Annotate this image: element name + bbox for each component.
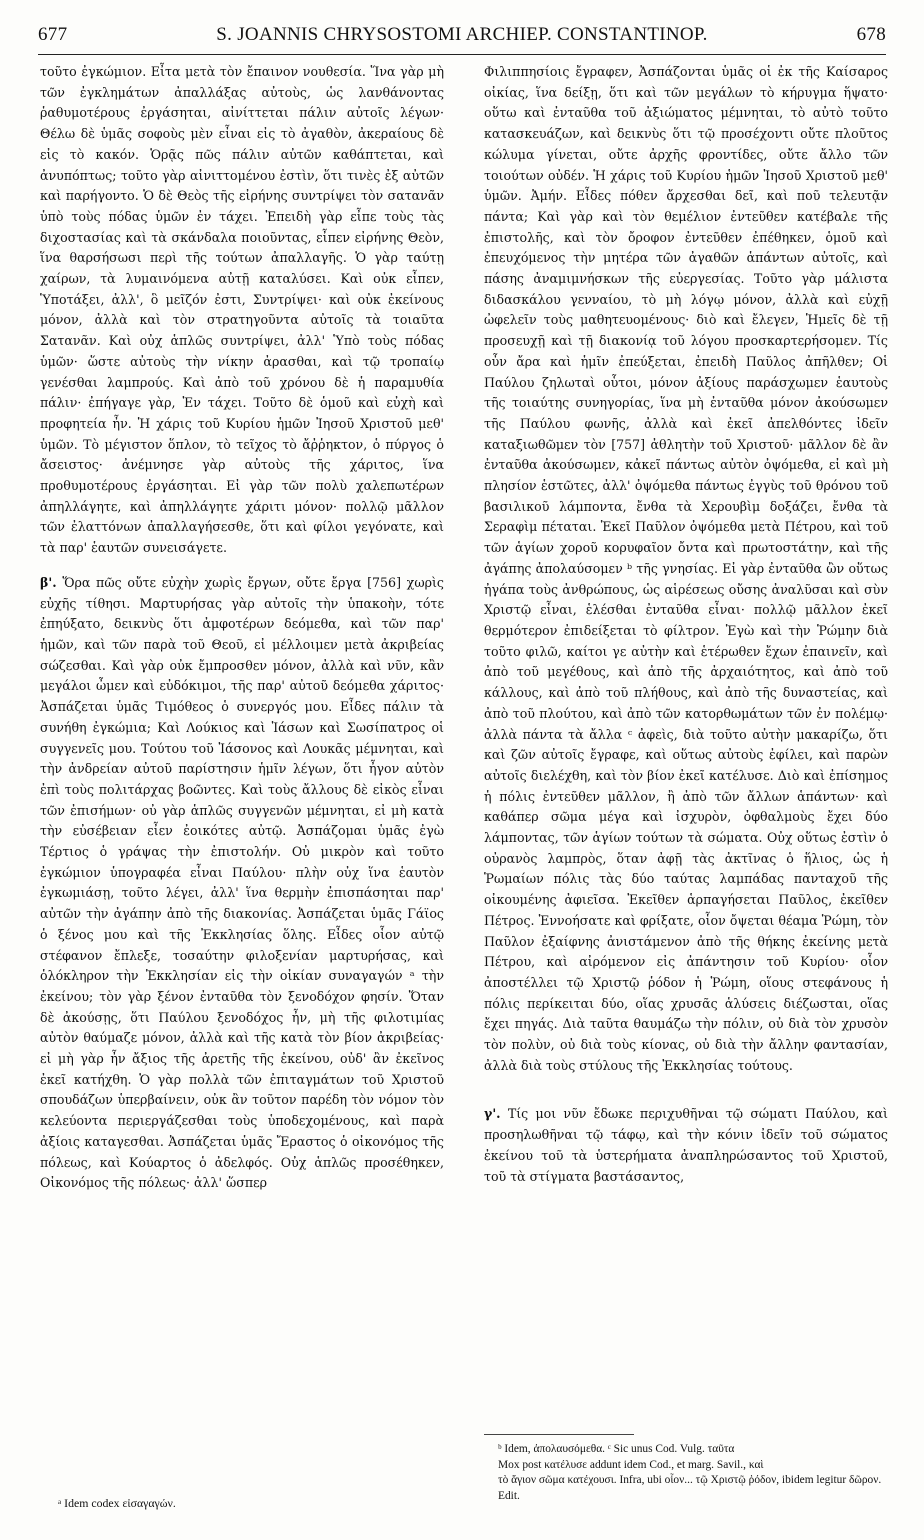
paragraph: Φιλιππησίοις ἔγραφεν, Ἀσπάζονται ὑμᾶς οἱ ἐκ τῆς Καίσαρος οἰκίας, ἵνα δείξῃ, ὅτι καὶ τῶν μεγάλων τὸ κήρυγμα ἥψατο· οὕτω καὶ ἐνταῦθα τοῦ ἀξιώματος μέμνηται, τὸ αὐτὸ τοῦτο κατασκευάζων, καὶ δεικνὺς ὅτι τῷ προσέχοντι οὔτε πλοῦτος κώλυμα γίνεται, οὔτε ἀρχῆς φροντίδες, οὔτε ἄλλο τῶν τοιούτων οὐδέν. Ἡ χάρις τοῦ Κυρίου ἡμῶν Ἰησοῦ Χριστοῦ μεθ' ὑμῶν. Ἀμήν. Εἶδες πόθεν ἄρχεσθαι δεῖ, καὶ ποῦ τελευτᾷν πάντα; Καὶ γὰρ καὶ τὸν θεμέλιον ἐντεῦθεν κατέβαλε τῆς ἐπιστολῆς, καὶ τὸν ὄροφον ἐντεῦθεν ἐπέθηκεν, ὁμοῦ καὶ ἐπευχόμενος τὴν μητέρα τῶν ἀγαθῶν ἁπάντων αὐτοῖς, καὶ πάσης ἀναμιμνήσκων τῆς εὐεργεσίας. Τοῦτο γὰρ μάλιστα διδασκάλου γενναίου, τὸ μὴ λόγῳ μόνον, ἀλλὰ καὶ εὐχῇ ὠφελεῖν τοὺς μαθητευομένους· διὸ καὶ ἔλεγεν, Ἡμεῖς δὲ τῇ προσευχῇ καὶ τῇ διακονίᾳ τοῦ λόγου προσκαρτερήσομεν. Τίς οὖν ἄρα καὶ ἡμῖν ἐπεύξεται, ἐπειδὴ Παῦλος ἀπῆλθεν; Οἱ Παύλου ζηλωταὶ οὗτοι, μόνον ἀξίους παράσχωμεν ἑαυτοὺς τῆς τοιαύτης συνηγορίας, ἵνα μὴ ἐνταῦθα μόνον ἀκούσωμεν τῆς Παύλου φωνῆς, ἀλλὰ καὶ ἐκεῖ ἀπελθόντες ἰδεῖν καταξιωθῶμεν τὸν [757] ἀθλητὴν τοῦ Χριστοῦ· μᾶλλον δὲ ἂν ἐνταῦθα ἀκούσωμεν, κἀκεῖ πάντως αὐτὸν ὀψόμεθα, εἰ καὶ μὴ πλησίον ἑστῶτες, ἀλλ' ὀψόμεθα πάντως ἐγγὺς τοῦ θρόνου τοῦ βασιλικοῦ λάμποντα, ἔνθα τὰ Χερουβὶμ δοξάζει, ἔνθα τὰ Σεραφὶμ πέταται. Ἐκεῖ Παῦλον ὀψόμεθα μετὰ Πέτρου, καὶ τοῦ τῶν ἁγίων χοροῦ κορυφαῖον ὄντα καὶ πρωτοστάτην, καὶ τῆς ἀγάπης ἀπολαύσομεν ᵇ τῆς γνησίας. Εἰ γὰρ ἐνταῦθα ὢν οὕτως ἠγάπα τοὺς ἀνθρώπους, ὡς αἱρέσεως οὔσης ἀναλῦσαι καὶ σὺν Χριστῷ εἶναι, ἑλέσθαι ἐνταῦθα εἶναι· πολλῷ μᾶλλον ἐκεῖ θερμότερον ἐπιδείξεται τὸ φίλτρον. Ἐγὼ καὶ τὴν Ῥώμην διὰ τοῦτο φιλῶ, καίτοι γε αὐτὴν καὶ ἑτέρωθεν ἔχων ἐπαινεῖν, καὶ ἀπὸ τοῦ μεγέθους, καὶ ἀπὸ τῆς ἀρχαιότητος, καὶ ἀπὸ τοῦ κάλλους, καὶ ἀπὸ τοῦ πλήθους, καὶ ἀπὸ τῆς δυναστείας, καὶ ἀπὸ τοῦ πλούτου, καὶ ἀπὸ τῶν κατορθωμάτων τῶν ἐν πολέμῳ· ἀλλὰ πάντα τὰ ἄλλα ᶜ ἀφεὶς, διὰ τοῦτο αὐτὴν μακαρίζω, ὅτι καὶ ζῶν αὐτοῖς ἔγραφε, καὶ οὕτως αὐτοὺς ἐφίλει, καὶ παρὼν αὐτοῖς διελέχθη, καὶ τὸν βίον ἐκεῖ κατέλυσε. Διὸ καὶ ἐπίσημος ἡ πόλις ἐντεῦθεν μᾶλλον, ἢ ἀπὸ τῶν ἄλλων ἁπάντων· καὶ καθάπερ σῶμα μέγα καὶ ἰσχυρὸν, ὀφθαλμοὺς ἔχει δύο λάμποντας, τῶν ἁγίων τούτων τὰ σώματα. Οὐχ οὕτως ἐστὶν ὁ οὐρανὸς λαμπρὸς, ὅταν ἀφῇ τὰς ἀκτῖνας ὁ ἥλιος, ὡς ἡ Ῥωμαίων πόλις τὰς δύο ταύτας λαμπάδας πανταχοῦ τῆς οἰκουμένης ἀφιεῖσα. Ἐκεῖθεν ἁρπαγήσεται Παῦλος, ἐκεῖθεν Πέτρος. Ἐννοήσατε καὶ φρίξατε, οἷον ὄψεται θέαμα Ῥώμη, τὸν Παῦλον ἐξαίφνης ἀνιστάμενον ἀπὸ τῆς θήκης ἐκείνης μετὰ Πέτρου, καὶ αἰρόμενον εἰς ἀπάντησιν τοῦ Κυρίου· οἷον ἀποστέλλει τῷ Χριστῷ ῥόδον ἡ Ῥώμη, οἵους στεφάνους ἡ πόλις περίκειται δύο, οἵας χρυσᾶς ἁλύσεις διέζωσται, οἵας ἔχει πηγάς. Διὰ ταῦτα θαυμάζω τὴν πόλιν, οὐ διὰ τὸν χρυσὸν τὸν πολὺν, οὐ διὰ τοὺς κίονας, οὐ διὰ τὴν ἄλλην φαντασίαν, ἀλλὰ διὰ τοὺς στύλους τῆς Ἐκκλησίας τούτους. (484, 64, 888, 1073)
footnote: Mox post κατέλυσε addunt idem Cod., et marg. Savil., καὶ (498, 1458, 764, 1471)
footnotes (498, 1442, 902, 1504)
footnote: ᵃ Idem codex εἰσαγαγών. (58, 1496, 176, 1510)
footnote: τὸ ἅγιον σῶμα κατέχουσι. Infra, ubi οἷον... τῷ Χριστῷ ῥόδον, ibidem legitur δῶρον. Edit. (498, 1474, 882, 1502)
page-number-right: 678 (856, 24, 886, 45)
footnote: ᵇ Idem, ἀπολαυσόμεθα. ᶜ Sic unus Cod. Vulg. ταῦτα (498, 1443, 735, 1455)
paragraph (40, 573, 444, 1194)
running-title: S. JOANNIS CHRYSOSTOMI ARCHIEP. CONSTANTINOP. (216, 24, 708, 45)
page-number-left: 677 (38, 24, 68, 45)
paragraph (484, 1104, 888, 1187)
section-number: β'. (40, 574, 57, 590)
right-column (484, 62, 888, 1187)
left-column (40, 62, 444, 1194)
running-header (38, 14, 886, 55)
paragraph: τοῦτο ἐγκώμιον. Εἶτα μετὰ τὸν ἔπαινον νουθεσία. Ἵνα γὰρ μὴ τῶν ἐγκλημάτων ἀπαλλάξας αὐτοὺς, ὡς λανθάνοντας ῥαθυμοτέρους ἐργάσηται, αἰνίττεται πάλιν αὐτοῖς λέγων· Θέλω δὲ ὑμᾶς σοφοὺς μὲν εἶναι εἰς τὸ ἀγαθὸν, ἀκεραίους δὲ εἰς τὸ κακόν. Ὁρᾷς πῶς πάλιν αὐτῶν καθάπτεται, καὶ ἀνυπόπτως; τοῦτο γὰρ αἰνιττομένου ἐστὶν, ὅτι τινὲς ἐξ αὐτῶν καὶ παρήγοντο. Ὁ δὲ Θεὸς τῆς εἰρήνης συντρίψει τὸν σατανᾶν ὑπὸ τοὺς πόδας ὑμῶν ἐν τάχει. Ἐπειδὴ γὰρ εἶπε τοὺς τὰς διχοστασίας καὶ τὰ σκάνδαλα ποιοῦντας, εἶπεν εἰρήνης Θεὸν, ἵνα θαρσήσωσι περὶ τῆς τούτων ἀπαλλαγῆς. Ὁ γὰρ ταύτῃ χαίρων, τὰ λυμαινόμενα αὐτῇ καταλύσει. Καὶ οὐκ εἶπεν, Ὑποτάξει, ἀλλ', ὃ μεῖζόν ἐστι, Συντρίψει· καὶ οὐκ ἐκείνους μόνον, ἀλλὰ καὶ τὸν στρατηγοῦντα αὐτοῖς τὰ τοιαῦτα Σατανᾶν. Καὶ οὐχ ἁπλῶς συντρίψει, ἀλλ' Ὑπὸ τοὺς πόδας ὑμῶν· ὥστε αὐτοὺς τὴν νίκην ἀρασθαι, καὶ τῷ τροπαίῳ γενέσθαι λαμπρούς. Καὶ ἀπὸ τοῦ χρόνου δὲ ἡ παραμυθία πάλιν· ἐπήγαγε γὰρ, Ἐν τάχει. Τοῦτο δὲ ὁμοῦ καὶ εὐχὴ καὶ προφητεία ἦν. Ἡ χάρις τοῦ Κυρίου ἡμῶν Ἰησοῦ Χριστοῦ μεθ' ὑμῶν. Τὸ μέγιστον ὅπλον, τὸ τεῖχος τὸ ἄῤῥηκτον, ὁ πύργος ὁ ἄσειστος· ἀνέμνησε γὰρ αὐτοὺς τῆς χάριτος, ἵνα προθυμοτέρους ἐργάσηται. Εἰ γὰρ τῶν πολὺ χαλεπωτέρων ἀπηλλάγητε, καὶ ἀπηλλάγητε χάριτι μόνον· πολλῷ μᾶλλον τῶν ἐλαττόνων ἀπαλλαγήσεσθε, ὅτι καὶ φίλοι γεγόνατε, καὶ τὰ παρ' ἑαυτῶν συνεισάγετε. (40, 64, 444, 556)
section-number: γ'. (484, 1106, 501, 1122)
paragraph-text: Ὅρα πῶς οὔτε εὐχὴν χωρὶς ἔργων, οὔτε ἔργα [756] χωρὶς εὐχῆς τίθησι. Μαρτυρήσας γὰρ αὐτοῖς τὴν ὑπακοὴν, τότε ἐπηύξατο, δεικνὺς ὅτι ἀμφοτέρων δεόμεθα, καὶ τῶν παρ' ἡμῶν, καὶ τῶν παρὰ τοῦ Θεοῦ, εἰ μέλλοιμεν μετὰ ἀκριβείας σώζεσθαι. Καὶ γὰρ οὐκ ἔμπροσθεν μόνον, ἀλλὰ καὶ νῦν, κἂν μεγάλοι ὦμεν καὶ εὐδόκιμοι, τῆς παρ' αὐτοῦ δεόμεθα χάριτος· Ἀσπάζεται ὑμᾶς Τιμόθεος ὁ συνεργός μου. Εἶδες πάλιν τὰ συνήθη ἐγκώμια; Καὶ Λούκιος καὶ Ἰάσων καὶ Σωσίπατρος οἱ συγγενεῖς μου. Τούτου τοῦ Ἰάσονος καὶ Λουκᾶς μέμνηται, καὶ τὴν ἀνδρείαν αὐτοῦ παρίστησιν ἡμῖν λέγων, ὅτι ἦγον αὐτὸν ἐπὶ τοὺς πολιτάρχας βοῶντες. Καὶ τοὺς ἄλλους δὲ εἰκὸς εἶναι τῶν ἐπισήμων· οὐ γὰρ ἁπλῶς συγγενῶν μέμνηται, εἰ μὴ κατὰ τὴν εὐσέβειαν εἶεν ἐοικότες αὐτῷ. Ἀσπάζομαι ὑμᾶς ἐγὼ Τέρτιος ὁ γράψας τὴν ἐπιστολήν. Οὐ μικρὸν καὶ τοῦτο ἐγκώμιον ὑπογραφέα εἶναι Παύλου· πλὴν οὐχ ἵνα ἑαυτὸν ἐγκωμιάσῃ, τοῦτο λέγει, ἀλλ' ἵνα θερμὴν ἐπισπάσηται παρ' αὐτῶν τὴν ἀγάπην ἀπὸ τῆς διακονίας. Ἀσπάζεται ὑμᾶς Γάϊος ὁ ξένος μου καὶ τῆς Ἐκκλησίας ὅλης. Εἶδες οἷον αὐτῷ στέφανον ἔπλεξε, τοσαύτην φιλοξενίαν μαρτυρήσας, καὶ ὁλόκληρον τὴν Ἐκκλησίαν εἰς τὴν οἰκίαν συναγαγών ᵃ τὴν ἐκείνου; τὸν γὰρ ξένον ἐνταῦθα τὸν ξενοδόχον φησίν. Ὅταν δὲ ἀκούσῃς, ὅτι Παύλου ξενοδόχος ἦν, μὴ τῆς φιλοτιμίας αὐτὸν θαύμαζε μόνον, ἀλλὰ καὶ τῆς κατὰ τὸν βίον ἀκριβείας· εἰ μὴ γὰρ ἦν ἄξιος τῆς ἀρετῆς τῆς ἐκείνου, οὐδ' ἂν ἐκεῖνος ἐκεῖ κατήχθη. Ὁ γὰρ πολλὰ τῶν ἐπιταγμάτων τοῦ Χριστοῦ σπουδάζων ὑπερβαίνειν, οὐκ ἂν τοῦτον παρέδη τὸν νόμον τὸν κελεύοντα περιεργάζεσθαι τοὺς ὑποδεχομένους, καὶ παρὰ ἀξίοις καταγεσθαι. Ἀσπάζεται ὑμᾶς Ἔραστος ὁ οἰκονόμος τῆς πόλεως, καὶ Κούαρτος ὁ ἀδελφός. Οὐχ ἁπλῶς προσέθηκεν, Οἰκονόμος τῆς πόλεως· ἀλλ' ὥσπερ (40, 574, 444, 1191)
paragraph-text: Τίς μοι νῦν ἔδωκε περιχυθῆναι τῷ σώματι Παύλου, καὶ προσηλωθῆναι τῷ τάφῳ, καὶ τὴν κόνιν ἰδεῖν τοῦ σώματος ἐκείνου τοῦ τὰ ὑστερήματα ἀναπληρώσαντος τοῦ Χριστοῦ, τοῦ τὰ στίγματα βαστάσαντος, (484, 1106, 888, 1184)
